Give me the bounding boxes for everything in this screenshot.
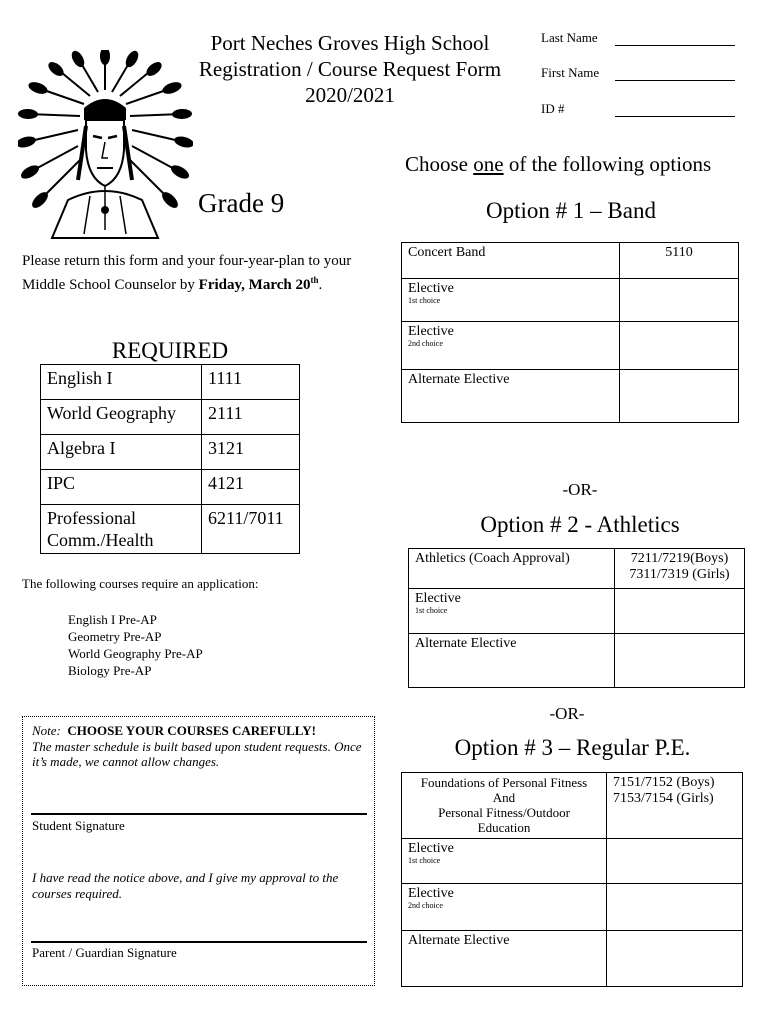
last-name-field[interactable] (541, 30, 735, 65)
first-name-line[interactable] (615, 80, 735, 81)
student-signature-line[interactable] (31, 813, 367, 815)
required-course-name: IPC (41, 470, 202, 505)
deadline-end: . (318, 277, 323, 293)
option3-course-cell[interactable] (402, 773, 607, 839)
note-label: Note: (32, 723, 61, 738)
required-course-name: English I (41, 365, 202, 400)
id-number-label: ID # (541, 101, 565, 116)
option1-choice-note: 1st choice (408, 296, 441, 305)
option2-course-cell[interactable] (409, 589, 615, 634)
school-mascot-logo (18, 50, 193, 240)
required-row (41, 365, 300, 400)
option3-row (402, 931, 743, 987)
option3-course-label: Elective (408, 886, 454, 901)
option2-code-cell[interactable] (615, 634, 745, 688)
option2-title: Option # 2 - Athletics (480, 512, 680, 537)
required-row (41, 505, 300, 554)
option2-course-label: Alternate Elective (415, 636, 517, 651)
school-year: 2020/2021 (305, 83, 395, 107)
option1-course-cell[interactable] (402, 370, 620, 423)
option2-row (409, 589, 745, 634)
required-course-name: Professional Comm./Health (41, 505, 202, 554)
option1-course-cell[interactable] (402, 322, 620, 370)
note-text (32, 723, 372, 770)
option3-row (402, 884, 743, 931)
student-signature-label: Student Signature (32, 818, 125, 833)
choose-before: Choose (405, 152, 474, 176)
last-name-label: Last Name (541, 30, 598, 45)
option2-code-cell[interactable]: 7211/7219(Boys) 7311/7319 (Girls) (615, 549, 745, 589)
option2-row (409, 634, 745, 688)
required-course-code: 3121 (202, 435, 300, 470)
option2-course-cell[interactable] (409, 634, 615, 688)
required-courses-table (40, 364, 300, 554)
id-number-line[interactable] (615, 116, 735, 117)
form-title: Registration / Course Request Form (198, 57, 502, 81)
application-course: World Geography Pre-AP (68, 646, 203, 661)
option3-choice-note: 1st choice (408, 856, 441, 865)
approval-text: I have read the notice above, and I give my approval to the courses required. (32, 870, 339, 901)
option3-course-cell[interactable] (402, 931, 607, 987)
option1-code-cell[interactable] (620, 322, 739, 370)
option1-course-cell[interactable] (402, 243, 620, 279)
option1-course-label: Concert Band (408, 245, 486, 260)
required-course-code: 6211/7011 (202, 505, 300, 554)
first-name-field[interactable] (541, 65, 735, 101)
last-name-line[interactable] (615, 45, 735, 46)
required-course-name: Algebra I (41, 435, 202, 470)
option1-code-cell[interactable] (620, 279, 739, 322)
application-title: The following courses require an application: (22, 576, 259, 591)
required-row (41, 470, 300, 505)
return-instructions (22, 252, 362, 295)
option1-row (402, 279, 739, 322)
grade-label: Grade 9 (198, 188, 285, 218)
required-course-name: World Geography (41, 400, 202, 435)
option3-course-label: Foundations of Personal Fitness And Personal Fitness/Outdoor Education (420, 775, 588, 835)
application-course: English I Pre-AP (68, 612, 157, 627)
option1-course-label: Alternate Elective (408, 372, 510, 387)
id-number-field[interactable] (541, 101, 735, 117)
option2-course-cell[interactable] (409, 549, 615, 589)
choose-underlined: one (473, 152, 504, 176)
option1-course-label: Elective (408, 281, 454, 296)
option3-title: Option # 3 – Regular P.E. (454, 735, 691, 760)
option3-course-cell[interactable] (402, 839, 607, 884)
option1-row (402, 322, 739, 370)
option2-course-label: Athletics (Coach Approval) (415, 551, 570, 566)
option1-course-label: Elective (408, 324, 454, 339)
note-heading: CHOOSE YOUR COURSES CAREFULLY! (67, 723, 316, 738)
first-name-label: First Name (541, 65, 600, 80)
school-name: Port Neches Groves High School (210, 31, 490, 55)
option1-table (401, 242, 739, 423)
option3-course-label: Alternate Elective (408, 933, 510, 948)
option1-code-cell[interactable]: 5110 (620, 243, 739, 279)
instructions-text: Please return this form and your four-year-plan to your Middle School Counselor by (22, 253, 352, 293)
option1-course-cell[interactable] (402, 279, 620, 322)
choose-heading (405, 152, 711, 177)
option1-code-cell[interactable] (620, 370, 739, 423)
option3-code-cell[interactable] (607, 884, 743, 931)
or-label-2: -OR- (549, 704, 585, 723)
parent-signature-label: Parent / Guardian Signature (32, 945, 177, 960)
deadline-date: Friday, March 20 (198, 277, 311, 293)
option1-title: Option # 1 – Band (486, 198, 656, 223)
required-row (41, 400, 300, 435)
application-course: Geometry Pre-AP (68, 629, 162, 644)
option3-code-cell[interactable] (607, 931, 743, 987)
required-course-code: 2111 (202, 400, 300, 435)
option1-choice-note: 2nd choice (408, 339, 443, 348)
deadline-sup: th (310, 275, 319, 285)
option1-row (402, 370, 739, 423)
option2-row (409, 549, 745, 589)
option2-course-label: Elective (415, 591, 461, 606)
option3-row (402, 839, 743, 884)
application-course: Biology Pre-AP (68, 663, 152, 678)
required-course-code: 4121 (202, 470, 300, 505)
choose-after: of the following options (503, 152, 712, 176)
option3-course-cell[interactable] (402, 884, 607, 931)
note-box (22, 716, 375, 986)
option3-row (402, 773, 743, 839)
option1-row (402, 243, 739, 279)
required-course-code: 1111 (202, 365, 300, 400)
required-row (41, 435, 300, 470)
parent-signature-line[interactable] (31, 941, 367, 943)
option3-code-cell[interactable] (607, 839, 743, 884)
or-label-1: -OR- (562, 480, 598, 499)
option3-code-cell[interactable]: 7151/7152 (Boys) 7153/7154 (Girls) (607, 773, 743, 839)
option3-table (401, 772, 743, 987)
option2-choice-note: 1st choice (415, 606, 448, 615)
option2-table (408, 548, 745, 688)
id-fields (541, 30, 735, 117)
required-title: REQUIRED (111, 338, 229, 363)
note-body: The master schedule is built based upon student requests. Once it’s made, we cannot allow changes. (32, 738, 362, 769)
option2-code-cell[interactable] (615, 589, 745, 634)
option3-course-label: Elective (408, 841, 454, 856)
form-header (170, 30, 530, 108)
application-course-list (68, 611, 203, 679)
option3-choice-note: 2nd choice (408, 901, 443, 910)
